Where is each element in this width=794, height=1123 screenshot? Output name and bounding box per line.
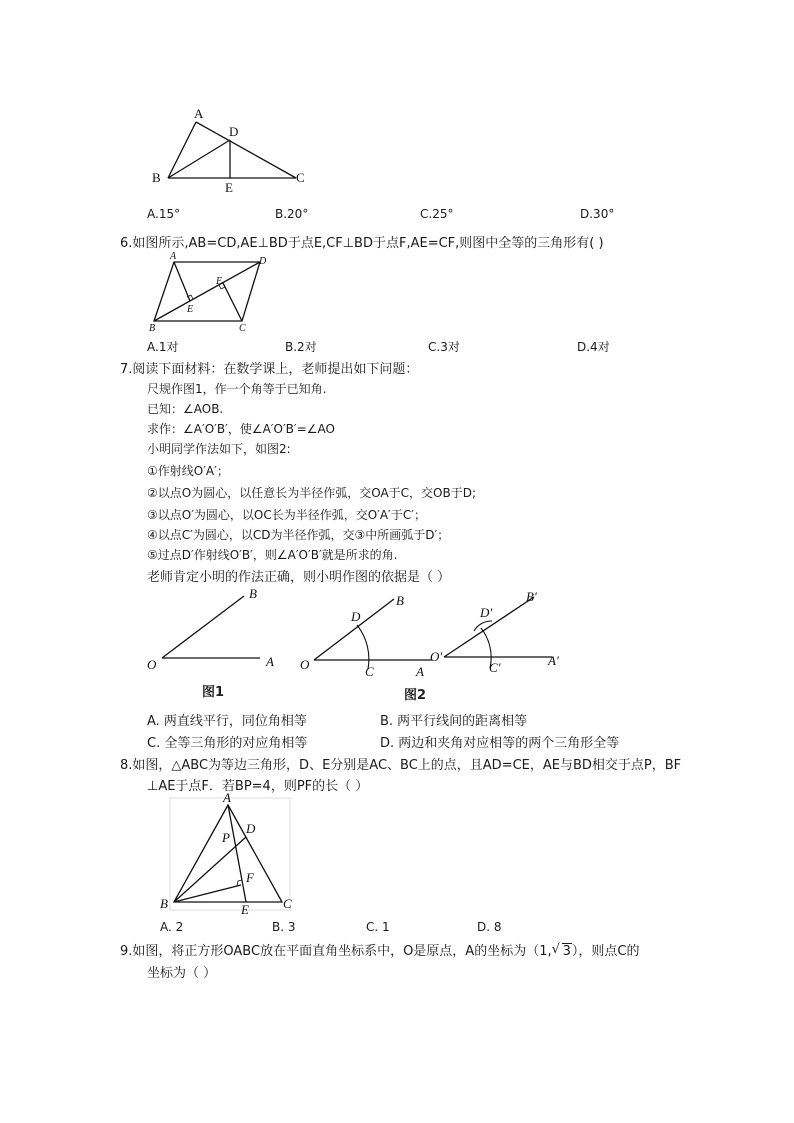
figure-2-left bbox=[300, 593, 432, 703]
label-A: A bbox=[194, 106, 204, 121]
sqrt-radicand: 3 bbox=[562, 944, 571, 959]
label-F: E bbox=[216, 276, 223, 287]
q5-option-a: A.15° bbox=[147, 207, 181, 221]
q7-option-b: B. 两平行线间的距离相等 bbox=[380, 714, 528, 729]
label-B: B bbox=[160, 896, 168, 911]
label-D: D bbox=[259, 256, 267, 267]
label-P: P bbox=[222, 830, 230, 845]
label-B: B bbox=[249, 586, 257, 601]
label-C: C bbox=[239, 323, 246, 334]
q8-option-d: D. 8 bbox=[477, 920, 502, 934]
q7-question: 老师肯定小明的作法正确，则小明作图的依据是（ ） bbox=[147, 570, 451, 585]
segment-CF bbox=[223, 283, 242, 321]
ray-OB bbox=[162, 596, 244, 658]
label-E: E bbox=[187, 304, 194, 315]
q9-line-1 bbox=[120, 940, 639, 959]
q6-option-a: A.1对 bbox=[147, 340, 179, 354]
label-B: B bbox=[396, 593, 404, 608]
caption-figure-1: 图1 bbox=[202, 685, 225, 700]
arc-CD bbox=[357, 625, 369, 669]
q7-line-3: 求作：∠A′O′B′，使∠A′O′B′=∠AO bbox=[147, 422, 335, 436]
q7-line-7: ③以点O′为圆心，以OC长为半径作弧，交O′A′于C′； bbox=[147, 508, 426, 522]
q6-option-c: C.3对 bbox=[428, 340, 460, 354]
label-E: E bbox=[241, 902, 249, 917]
label-C: C bbox=[365, 664, 374, 679]
sqrt-expression bbox=[552, 944, 572, 959]
label-D: D bbox=[351, 609, 361, 624]
q7-figures bbox=[140, 585, 580, 705]
label-B-prime: B′ bbox=[526, 589, 537, 604]
figure-2-right bbox=[430, 589, 559, 675]
q7-line-8: ④以点C′为圆心，以CD为半径作弧，交③中所画弧于D′； bbox=[147, 528, 450, 542]
label-B: B bbox=[152, 170, 161, 185]
q7-stem: 7.阅读下面材料：在数学课上，老师提出如下问题： bbox=[120, 362, 419, 377]
q5-option-d: D.30° bbox=[580, 207, 615, 221]
q6-option-b: B.2对 bbox=[285, 340, 317, 354]
label-D-prime: D′ bbox=[480, 605, 493, 620]
q7-line-4: 小明同学作法如下，如图2: bbox=[147, 442, 291, 456]
label-F: F bbox=[246, 870, 254, 885]
label-A: A bbox=[170, 251, 177, 262]
q7-line-1: 尺规作图1，作一个角等于已知角. bbox=[147, 382, 327, 396]
q8-line-1: 8.如图，△ABC为等边三角形，D、E分别是AC、BC上的点，且AD=CE，AE与BD相交于点P，BF bbox=[120, 758, 682, 773]
q7-line-6: ②以点O为圆心，以任意长为半径作弧，交OA于C，交OB于D; bbox=[147, 486, 476, 500]
label-O-prime: O′ bbox=[430, 649, 443, 664]
caption-figure-2: 图2 bbox=[404, 688, 427, 703]
label-O: O bbox=[147, 657, 157, 672]
label-C: C bbox=[296, 170, 305, 185]
q9-line-1-post: ），则点C的 bbox=[571, 944, 640, 959]
q8-line-2: ⊥AE于点F．若BP=4，则PF的长（ ） bbox=[147, 779, 369, 794]
figure-1 bbox=[147, 586, 274, 700]
label-D: D bbox=[246, 821, 256, 836]
q5-option-c: C.25° bbox=[420, 207, 454, 221]
q6-option-d: D.4对 bbox=[577, 340, 610, 354]
q7-line-9: ⑤过点D′作射线O′B′，则∠A′O′B′就是所求的角. bbox=[147, 548, 398, 562]
label-D: D bbox=[229, 124, 239, 139]
q7-option-c: C. 全等三角形的对应角相等 bbox=[147, 736, 308, 751]
q8-option-a: A. 2 bbox=[160, 920, 184, 934]
q8-figure bbox=[155, 790, 305, 915]
q8-option-c: C. 1 bbox=[366, 920, 390, 934]
segment-AC bbox=[196, 122, 296, 178]
q7-option-a: A. 两直线平行，同位角相等 bbox=[147, 714, 307, 729]
q9-line-2: 坐标为（ ） bbox=[147, 966, 217, 981]
label-E: E bbox=[225, 180, 233, 195]
q5-option-b: B.20° bbox=[275, 207, 309, 221]
segment-AE bbox=[174, 262, 190, 301]
q9-line-1-pre: 9.如图，将正方形OABC放在平面直角坐标系中，O是原点，A的坐标为（1, bbox=[120, 944, 552, 959]
label-A: A bbox=[223, 790, 231, 805]
q5-figure bbox=[140, 100, 340, 200]
label-A-prime: A′ bbox=[548, 653, 559, 668]
q7-line-2: 已知：∠AOB. bbox=[147, 402, 224, 416]
label-C: C bbox=[283, 896, 292, 911]
label-A: A bbox=[266, 654, 274, 669]
label-B: B bbox=[149, 323, 156, 334]
q7-line-5: ①作射线O′A′； bbox=[147, 464, 229, 478]
label-O: O bbox=[300, 657, 310, 672]
q7-option-d: D. 两边和夹角对应相等的两个三角形全等 bbox=[380, 736, 620, 751]
label-C-prime: C′ bbox=[489, 660, 501, 675]
q6-stem: 6.如图所示,AB=CD,AE⊥BD于点E,CF⊥BD于点F,AE=CF,则图中全等的三角形有( ) bbox=[120, 236, 604, 251]
arc-intersect-D-prime bbox=[474, 621, 492, 631]
q6-figure bbox=[145, 250, 285, 335]
q8-option-b: B. 3 bbox=[272, 920, 296, 934]
label-A: A bbox=[416, 664, 424, 679]
